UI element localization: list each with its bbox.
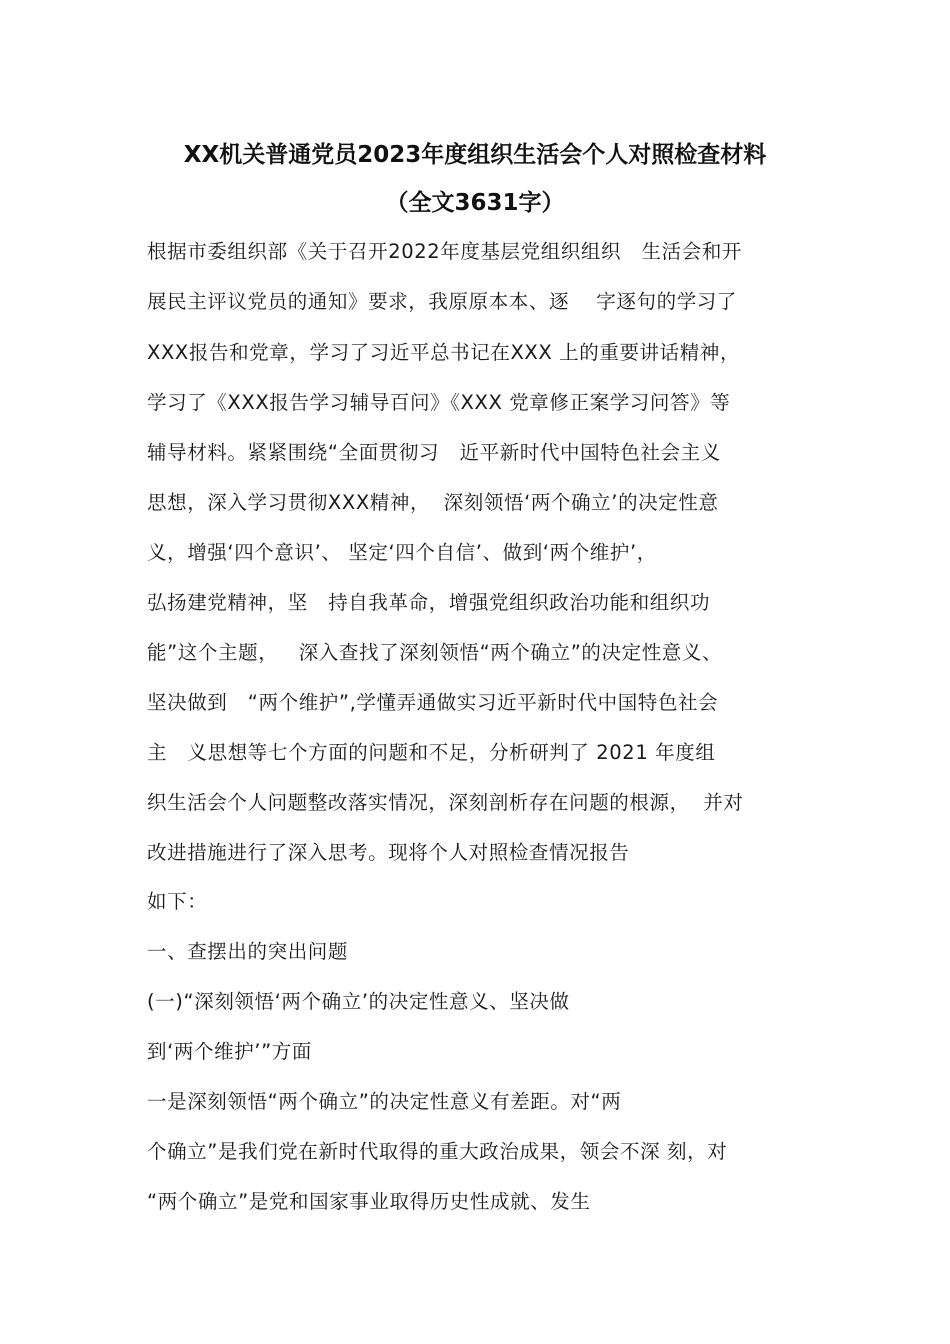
body-line: 主 义思想等七个方面的问题和不足，分析研判了 2021 年度组 — [147, 741, 716, 764]
subsection-heading: (一)“深刻领悟‘两个确立’的决定性意义、坚决做 — [147, 990, 570, 1013]
body-line: 如下： — [147, 890, 208, 913]
body-line: 学习了《XXX报告学习辅导百问》《XXX 党章修正案学习问答》等 — [147, 391, 731, 414]
section-heading: 一、查摆出的突出问题 — [147, 940, 349, 963]
body-line: 根据市委组织部《关于召开2022年度基层党组织组织 生活会和开 — [147, 240, 743, 263]
body-line: 一是深刻领悟“两个确立”的决定性意义有差距。对“两 — [147, 1090, 622, 1113]
body-line: 义，增强‘四个意识’、 坚定‘四个自信’、做到‘两个维护’， — [147, 541, 657, 564]
body-line: 思想，深入学习贯彻XXX精神， 深刻领悟‘两个确立’的决定性意 — [147, 491, 719, 514]
body-line: 辅导材料。紧紧围绕“全面贯彻习 近平新时代中国特色社会主义 — [147, 441, 721, 464]
document-subtitle: （全文3631字） — [385, 190, 565, 216]
body-line: 能”这个主题， 深入查找了深刻领悟“两个确立”的决定性意义、 — [147, 641, 723, 664]
body-line: 弘扬建党精神，坚 持自我革命，增强党组织政治功能和组织功 — [147, 591, 711, 614]
body-line: 展民主评议党员的通知》要求，我原原本本、逐 字逐句的学习了 — [147, 290, 737, 313]
document-title: XX机关普通党员2023年度组织生活会个人对照检查材料 — [183, 142, 767, 168]
subsection-heading: 到‘两个维护’”方面 — [147, 1040, 312, 1063]
body-line: XXX报告和党章，学习了习近平总书记在XXX 上的重要讲话精神， — [147, 341, 741, 364]
body-line: “两个确立”是党和国家事业取得历史性成就、发生 — [147, 1190, 591, 1213]
body-line: 个确立”是我们党在新时代取得的重大政治成果，领会不深 刻，对 — [147, 1140, 728, 1163]
body-line: 改进措施进行了深入思考。现将个人对照检查情况报告 — [147, 841, 630, 864]
body-line: 织生活会个人问题整改落实情况，深刻剖析存在问题的根源， 并对 — [147, 791, 744, 814]
body-line: 坚决做到 “两个维护”,学懂弄通做实习近平新时代中国特色社会 — [147, 691, 719, 714]
